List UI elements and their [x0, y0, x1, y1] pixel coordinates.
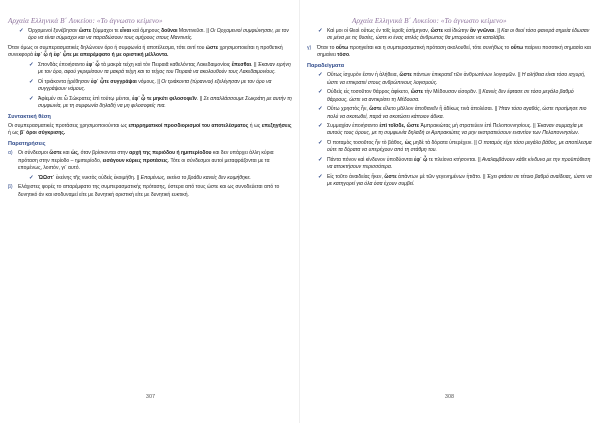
section-title-examples: Παραδείγματα — [307, 62, 345, 69]
example-item: ✓ Πάντα πόνον καὶ κίνδυνον ὑποδύονται ἐφ᾿ ᾧ τε πλείονα κτήσονται. || Αναλαμβάνουν κάθε κίνδυνο με την προϋπόθεση να αποκτήσουν περισσότερα. — [318, 156, 591, 171]
checkmark-icon: ✓ — [19, 28, 24, 34]
right-page-header: Αρχαία Ελληνικά Β΄ Λυκείου: «Το άγνωστο κείμενο» — [352, 17, 507, 25]
checkmark-icon: ✓ — [318, 156, 323, 163]
example-item: ✓ Οὐδεὶς εἰς τοσοῦτον θάρρος ἀφίκετο, ὥστε τὴν Μέδουσαν εἰσορᾶν. || Κανείς δεν έφτασε σε τόσο μεγάλο βαθμό θάρρους, ώστε να αντικρίσει τη Μέδουσα. — [318, 89, 574, 103]
checkmark-icon: ✓ — [318, 173, 323, 180]
checkmark-icon: ✓ — [318, 89, 323, 96]
checkmark-icon: ✓ — [318, 122, 323, 129]
example-item: ✓ ὭΩστ᾿ ἐκείνης τῆς νυκτὸς οὐδεὶς ἐκοιμήθη. || Επομένως, εκείνο το βράδυ κανείς δεν κοιμήθηκε. — [29, 174, 251, 181]
page-number-right: 308 — [444, 394, 455, 400]
observation-a: α) Οι σύνδεσμοι ὥστε και ὡς, όταν βρίσκονται στην αρχή της περιόδου ή ημιπερίοδου και δεν υπάρχει άλλη κύρια πρόταση στην περίοδο – ημιπερίοδο, εισάγουν κύριες προτάσεις. Τότε οι σύνδεσμοι αυτοί μεταφράζονται με τα επομένως, λοιπόν, γι᾿ αυτό. — [8, 150, 274, 172]
checkmark-icon: ✓ — [29, 78, 34, 85]
example-item: ✓ Σπονδὰς ἐποιήσαντο ἐφ᾿ ᾧ τὰ μακρὰ τείχη καὶ τὸν Πειραιᾶ καθελόντας Λακεδαιμονίοις ἕπεσθαι. || Έκαναν ειρήνη με τον όρο, αφού γκρεμίσουν τα μακρά τείχη και το τείχος του Πειραιά να ακολουθούν τους Λακεδαιμονίους. — [29, 61, 291, 76]
section-title-observations: Παρατηρήσεις — [8, 140, 46, 147]
checkmark-icon: ✓ — [29, 174, 34, 181]
checkmark-icon: ✓ — [29, 95, 34, 102]
checkmark-icon: ✓ — [318, 28, 323, 34]
example-item: ✓ Εἰς τοῦτο ἀναιδείας ἥκεν, ὥστε ἁπάντων μὲ τῶν γεγενημένων ἠτιᾶτο. || Έχει φτάσει σε τέτοιο βαθμό αναίδειας, ώστε να με κατηγορεί για όλα όσα έχουν συμβεί. — [318, 173, 592, 188]
checkmark-icon: ✓ — [318, 106, 323, 113]
checkmark-icon: ✓ — [29, 61, 34, 68]
right-page — [307, 0, 592, 423]
page-number-left: 307 — [145, 394, 156, 400]
example-item: ✓ Οὕτως ἰσχυρὸν ἔστιν ἡ ἀλήθεια, ὥστε πάντων ἐπικρατεῖ τῶν ἀνθρωπίνων λογισμῶν. || Η αλήθεια είναι τόσο ισχυρή, ώστε να επικρατεί στους ανθρώπινους λογισμούς. — [318, 72, 586, 86]
example-item: ✓ Ἀφίεμέν σε ὦ Σώκρατες ἐπὶ τούτῳ μέντοι, ἐφ᾿ ᾧ τε μηκέτι φιλοσοφεῖν. || Σε απαλλάσσουμε Σωκράτη με αυτήν τη συμφωνία, με τη συμφωνία δηλαδή να μη φιλοσοφείς πια. — [29, 95, 292, 110]
syntax-paragraph: Οι συμπερασματικές προτάσεις χρησιμοποιούνται ως επιρρηματικοί προσδιορισμοί του αποτελέσματος ή ως επεξηγήσεις ή ως β΄ όροι σύγκρισης. — [8, 122, 292, 137]
observation-b: β) Ελάχιστες φορές το απαρέμφατο της συμπερασματικής πρότασης, ύστερα από τους ώστε και ως συνοδεύεται από το δυνητικό άν και ισοδυναμεί είτε με δυνητική οριστική είτε με δυνητική ευκτική. — [8, 184, 280, 198]
checkmark-icon: ✓ — [318, 72, 323, 79]
example-item: ✓ Ὁ ποταμὸς τοσοῦτος ἦν τὸ βάθος, ὡς μηδὲ τὰ δόρατα ὑπερέχειν. || Ο ποταμός είχε τόσο μεγάλο βάθος, με αποτέλεσμα ούτε τα δόρατα να υπερέχουν από τη στάθμη του. — [318, 139, 592, 154]
section-title-syntax: Συντακτική θέση — [8, 113, 51, 120]
left-page-content — [8, 28, 293, 199]
example-item: ✓ Ὀρχομενοί ξυνέβησαν ὥστε ξύμμαχοι τε εἶναι καὶ ὅμηρους δοῦναι Μαντινεῦσι. || Οι Ορχομενιοί συμφώνησαν, με τον όρο να είναι σύμμαχοι και να παραδώσουν τους ομήρους στους Μαντινείς. — [19, 28, 289, 42]
left-page — [8, 0, 293, 423]
page-gutter — [299, 0, 300, 423]
example-item: ✓ Οὕτω χρηστὸς ἦν, ὥστε εἵλετο μᾶλλον ἀποθανεῖν ἢ ἀδίκως τινὰ ἀπολέσαι. || Ήταν τόσο αγαθός, ώστε προτίμησε πιο πολύ να σκοτωθεί, παρά να σκοτώσει κάποιον άδικα. — [318, 106, 587, 120]
example-item: ✓ Καὶ μοι οἱ Θεοὶ οὕτως ἐν τοῖς ἱεροῖς ἐσήμηναν, ὥστε καὶ ἰδιώτην ἂν γνῶναι. || Και οι θεοί τόσο φανερά σημεία έδωσαν σε μένα με τις θυσίες, ώστε κι ένας απλός άνθρωπος θα μπορούσε να καταλάβει. — [318, 28, 590, 42]
intro-paragraph: Όταν όμως οι συμπερασματικές δηλώνουν όρο ή συμφωνία ή αποτέλεσμα, τότε αντί του ώστε χρησιμοποιείται η προθετική συνεκφορά ἐφ᾿ ᾧ ή ἐφ᾿ ᾧτε με απαρέμφατο ή με οριστική μέλλοντα. — [8, 44, 283, 59]
observation-c: γ) Όταν το οὕτω προηγείται και η συμπερασματική πρόταση ακολουθεί, τότε συνήθως το οὕτω παίρνει ποσοτική σημασία και σημαίνει τόσο. — [307, 44, 591, 59]
example-item: ✓ Συμμαχίαν ἐποιήσαντο ἐπὶ τοῖσδε, ὥστε Ἀμπρακιώτας μὴ στρατεύειν ἐπὶ Πελοποννησίους. || Έκαναν συμμαχία με αυτούς τους όρους, με τη συμφωνία δηλαδή οι Αμπρακιώτες να μην εκστρατεύσουν εναντίον των Πελοποννησίων. — [318, 122, 584, 137]
checkmark-icon: ✓ — [318, 139, 323, 146]
left-page-header: Αρχαία Ελληνικά Β΄ Λυκείου: «Το άγνωστο κείμενο» — [8, 17, 163, 25]
right-page-content — [307, 28, 592, 189]
example-item: ✓ Οἱ τριάκοντα ᾑρέθησαν ἐφ᾿ ᾧτε συγγράψαι νόμους. || Οι τριάκοντα (τύραννοι) εξελέγησαν με τον όρο να συγγράψουν νόμους. — [29, 78, 272, 93]
